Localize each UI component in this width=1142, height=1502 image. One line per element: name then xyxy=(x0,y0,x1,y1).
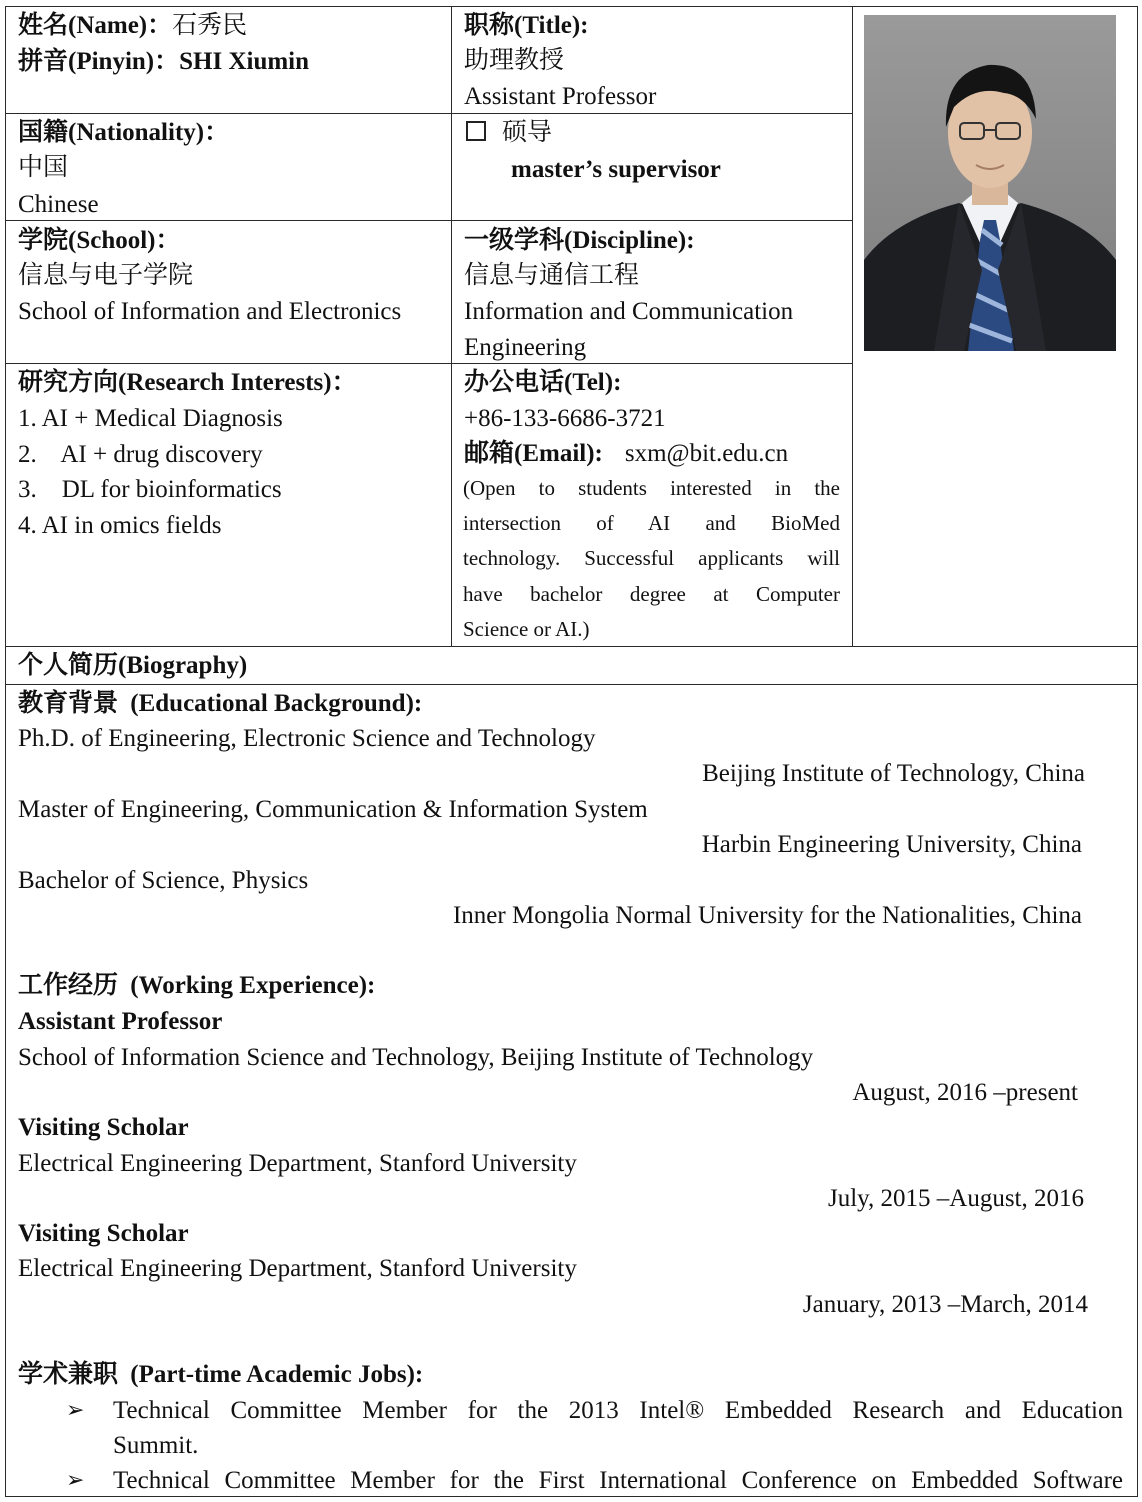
discipline-label: 一级学科(Discipline): xyxy=(464,227,695,254)
col-divider-2 xyxy=(852,6,853,646)
col-divider-1 xyxy=(451,6,452,646)
supervisor-value-cn: 硕导 xyxy=(502,119,553,146)
supervisor-value-en: master’s supervisor xyxy=(511,156,721,183)
contact-note-line: have bachelor degree at Computer xyxy=(463,581,840,606)
title-label: 职称(Title): xyxy=(464,12,589,39)
arrow-bullet-icon: ➢ xyxy=(66,1467,85,1492)
supervisor-field xyxy=(466,115,552,151)
discipline-value-en-1: Information and Communication xyxy=(464,298,794,325)
row-divider-2 xyxy=(5,220,852,221)
work-org: Electrical Engineering Department, Stanford University xyxy=(18,1255,577,1282)
profile-photo xyxy=(864,15,1116,351)
title-value-cn: 助理教授 xyxy=(464,47,565,74)
work-heading xyxy=(18,968,375,1004)
academic-heading-en: (Part-time Academic Jobs): xyxy=(130,1361,424,1388)
pinyin-label: 拼音(Pinyin)： xyxy=(18,48,180,75)
email-field xyxy=(464,436,788,472)
supervisor-checkbox[interactable] xyxy=(466,121,486,141)
tel-value: +86-133-6686-3721 xyxy=(464,405,666,432)
academic-heading-cn: 学术兼职 xyxy=(18,1361,119,1388)
education-degree: Master of Engineering, Communication & Information System xyxy=(18,796,648,823)
education-degree: Bachelor of Science, Physics xyxy=(18,867,309,894)
school-value-en: School of Information and Electronics xyxy=(18,298,402,325)
work-heading-en: (Working Experience): xyxy=(130,972,376,999)
research-item: 4. AI in omics fields xyxy=(18,512,222,539)
work-role: Visiting Scholar xyxy=(18,1220,189,1247)
biography-heading: 个人简历(Biography) xyxy=(18,652,248,679)
title-value-en: Assistant Professor xyxy=(464,83,657,110)
work-role: Assistant Professor xyxy=(18,1008,223,1035)
work-role: Visiting Scholar xyxy=(18,1114,189,1141)
education-institution: Inner Mongolia Normal University for the Nationalities, China xyxy=(452,902,1082,929)
discipline-value-cn: 信息与通信工程 xyxy=(464,262,640,289)
table-border-left xyxy=(5,6,6,1496)
nationality-label: 国籍(Nationality)： xyxy=(18,119,230,146)
contact-note xyxy=(463,471,840,647)
row-divider-5 xyxy=(5,684,1138,685)
academic-item-line: Technical Committee Member for the 2013 Intel® Embedded Research and Education xyxy=(113,1397,1123,1424)
research-item: 1. AI + Medical Diagnosis xyxy=(18,405,283,432)
work-heading-cn: 工作经历 xyxy=(18,972,119,999)
contact-note-line: intersection of AI and BioMed xyxy=(463,511,840,536)
pinyin-field xyxy=(18,44,309,80)
pinyin-value: SHI Xiumin xyxy=(179,48,310,75)
nationality-value-cn: 中国 xyxy=(18,154,69,181)
education-institution: Beijing Institute of Technology, China xyxy=(702,760,1085,787)
school-label: 学院(School)： xyxy=(18,227,181,254)
row-divider-1 xyxy=(5,113,852,114)
work-org: Electrical Engineering Department, Stanford University xyxy=(18,1150,577,1177)
row-divider-3 xyxy=(5,363,852,364)
discipline-value-en-2: Engineering xyxy=(464,334,587,361)
name-label: 姓名(Name)： xyxy=(18,12,173,39)
contact-note-line: technology. Successful applicants will xyxy=(463,546,840,571)
nationality-value-en: Chinese xyxy=(18,191,99,218)
email-label: 邮箱(Email): xyxy=(464,440,603,467)
education-heading xyxy=(18,686,422,722)
research-label: 研究方向(Research Interests)： xyxy=(18,369,357,396)
contact-note-line: Science or AI.) xyxy=(463,616,590,641)
academic-item-line: Summit. xyxy=(113,1432,199,1459)
academic-item xyxy=(113,1393,1123,1463)
education-degree: Ph.D. of Engineering, Electronic Science and Technology xyxy=(18,725,596,752)
table-border-right xyxy=(1137,6,1138,1496)
tel-label: 办公电话(Tel): xyxy=(464,369,622,396)
academic-heading xyxy=(18,1357,423,1393)
school-value-cn: 信息与电子学院 xyxy=(18,262,194,289)
education-institution: Harbin Engineering University, China xyxy=(701,831,1082,858)
research-item: 2. AI + drug discovery xyxy=(18,441,263,468)
work-period: January, 2013 –March, 2014 xyxy=(802,1291,1088,1318)
contact-note-line: (Open to students interested in the xyxy=(463,476,840,500)
academic-item xyxy=(113,1463,1123,1498)
research-item: 3. DL for bioinformatics xyxy=(18,476,282,503)
work-period: August, 2016 –present xyxy=(852,1079,1078,1106)
education-heading-en: (Educational Background): xyxy=(130,690,423,717)
academic-item-line: Technical Committee Member for the First International Conference on Embedded Software xyxy=(113,1467,1123,1494)
education-heading-cn: 教育背景 xyxy=(18,690,119,717)
arrow-bullet-icon: ➢ xyxy=(66,1397,85,1422)
email-link[interactable]: sxm@bit.edu.cn xyxy=(624,440,789,467)
work-period: July, 2015 –August, 2016 xyxy=(827,1185,1084,1212)
work-org: School of Information Science and Technology, Beijing Institute of Technology xyxy=(18,1044,814,1071)
name-field xyxy=(18,8,247,44)
table-border-top xyxy=(5,6,1138,7)
name-value: 石秀民 xyxy=(172,12,248,39)
